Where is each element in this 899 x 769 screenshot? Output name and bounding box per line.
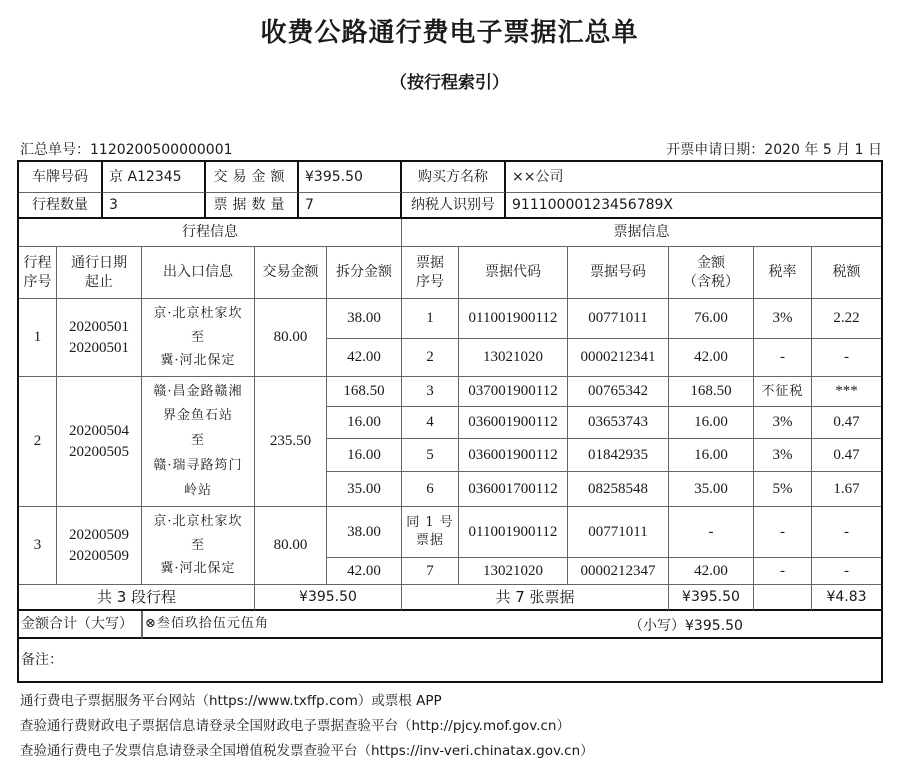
ticket-code: 036001900112 — [459, 407, 568, 439]
ticket-amount: 42.00 — [669, 558, 754, 585]
trade-amount-value: ¥395.50 — [299, 162, 402, 193]
buyer-value: ××公司 — [506, 162, 881, 193]
apply-date-value: 2020 年 5 月 1 日 — [764, 142, 882, 158]
ticket-number: 08258548 — [568, 472, 669, 507]
trip-3-no: 3 — [19, 507, 57, 585]
split-amount: 42.00 — [327, 339, 402, 377]
split-amount: 38.00 — [327, 507, 402, 558]
ticket-tax: 0.47 — [812, 407, 881, 439]
trip-total-label: 共 3 段行程 — [19, 585, 255, 611]
taxpayer-label: 纳税人识别号 — [402, 193, 506, 219]
col-ticket-no: 票据 序号 — [402, 247, 459, 299]
ticket-amount: - — [669, 507, 754, 558]
ticket-code: 13021020 — [459, 339, 568, 377]
ticket-tax-rate: - — [754, 507, 812, 558]
trip-3-trade-amount: 80.00 — [255, 507, 327, 585]
ticket-tax: *** — [812, 377, 881, 407]
ticket-tax: - — [812, 558, 881, 585]
buyer-label: 购买方名称 — [402, 162, 506, 193]
ticket-seq: 4 — [402, 407, 459, 439]
trip-2-entry-exit: 赣·昌金路赣湘 界金鱼石站 至 赣·瑞寻路筠门 岭站 — [142, 377, 255, 507]
ticket-seq: 1 — [402, 299, 459, 339]
ticket-count-value: 7 — [299, 193, 402, 219]
ticket-number: 00771011 — [568, 507, 669, 558]
ticket-tax: - — [812, 339, 881, 377]
remarks — [19, 639, 881, 681]
ticket-number: 01842935 — [568, 439, 669, 472]
ticket-total-tax: ¥4.83 — [812, 585, 881, 611]
ticket-amount: 42.00 — [669, 339, 754, 377]
ticket-tax: - — [812, 507, 881, 558]
trip-total-amount: ¥395.50 — [255, 585, 402, 611]
trip-2-trade-amount: 235.50 — [255, 377, 327, 507]
trip-2-no: 2 — [19, 377, 57, 507]
summary-number-label: 汇总单号： — [20, 142, 90, 158]
col-entry-exit: 出入口信息 — [142, 247, 255, 299]
ticket-amount: 76.00 — [669, 299, 754, 339]
ticket-code: 036001900112 — [459, 439, 568, 472]
col-tax-amount: 税额 — [812, 247, 881, 299]
split-amount: 168.50 — [327, 377, 402, 407]
col-date-range: 通行日期 起止 — [57, 247, 142, 299]
ticket-code: 036001700112 — [459, 472, 568, 507]
col-split-amount: 拆分金额 — [327, 247, 402, 299]
ticket-tax: 2.22 — [812, 299, 881, 339]
summary-number-value: 1120200500000001 — [90, 142, 233, 158]
ticket-code: 037001900112 — [459, 377, 568, 407]
ticket-tax-rate: 3% — [754, 439, 812, 472]
footer-line-1: 通行费电子票据服务平台网站（https://www.txffp.com）或票根 APP — [20, 693, 442, 709]
split-amount: 16.00 — [327, 439, 402, 472]
ticket-amount: 35.00 — [669, 472, 754, 507]
col-trip-no: 行程 序号 — [19, 247, 57, 299]
split-amount: 16.00 — [327, 407, 402, 439]
ticket-code: 13021020 — [459, 558, 568, 585]
split-amount: 35.00 — [327, 472, 402, 507]
trip-3-entry-exit: 京·北京杜家坎 至 冀·河北保定 — [142, 507, 255, 585]
ticket-amount: 168.50 — [669, 377, 754, 407]
footer-line-3: 查验通行费电子发票信息请登录全国增值税发票查验平台（https://inv-veri.chinatax.gov.cn） — [20, 743, 594, 759]
ticket-total-label: 共 7 张票据 — [402, 585, 669, 611]
ticket-seq: 2 — [402, 339, 459, 377]
trip-1-dates: 20200501 20200501 — [57, 299, 142, 377]
ticket-tax: 0.47 — [812, 439, 881, 472]
ticket-seq: 5 — [402, 439, 459, 472]
ticket-tax-rate: - — [754, 558, 812, 585]
ticket-number: 00765342 — [568, 377, 669, 407]
col-tax-rate: 税率 — [754, 247, 812, 299]
taxpayer-value: 91110000123456789X — [506, 193, 881, 219]
ticket-amount: 16.00 — [669, 439, 754, 472]
section-trip-info: 行程信息 — [19, 219, 402, 247]
trade-amount-label: 交易金额 — [206, 162, 299, 193]
sum-lower-value: （小写）¥395.50 — [629, 618, 743, 634]
document-title: 收费公路通行费电子票据汇总单 — [260, 18, 639, 48]
sum-upper-value: ⊗叁佰玖拾伍元伍角 — [142, 611, 881, 639]
ticket-code: 011001900112 — [459, 299, 568, 339]
ticket-amount: 16.00 — [669, 407, 754, 439]
trip-1-no: 1 — [19, 299, 57, 377]
ticket-seq: 同 1 号 票据 — [402, 507, 459, 558]
ticket-tax-rate: 3% — [754, 407, 812, 439]
apply-date-label: 开票申请日期： — [666, 142, 765, 158]
trip-1-entry-exit: 京·北京杜家坎 至 冀·河北保定 — [142, 299, 255, 377]
trip-count-value: 3 — [103, 193, 206, 219]
ticket-tax-rate: 不征税 — [754, 377, 812, 407]
col-ticket-code: 票据代码 — [459, 247, 568, 299]
ticket-tax-rate: - — [754, 339, 812, 377]
footer-line-2: 查验通行费财政电子票据信息请登录全国财政电子票据查验平台（http://pjcy.mof.gov.cn） — [20, 718, 570, 734]
ticket-number: 0000212347 — [568, 558, 669, 585]
plate-label: 车牌号码 — [19, 162, 103, 193]
ticket-total-amount: ¥395.50 — [669, 585, 754, 611]
col-trade-amount: 交易金额 — [255, 247, 327, 299]
ticket-seq: 3 — [402, 377, 459, 407]
ticket-tax: 1.67 — [812, 472, 881, 507]
ticket-seq: 7 — [402, 558, 459, 585]
ticket-total-rate-blank — [754, 585, 812, 611]
trip-2-dates: 20200504 20200505 — [57, 377, 142, 507]
apply-date — [666, 139, 882, 159]
plate-value: 京 A12345 — [103, 162, 206, 193]
sum-upper-label: 金额合计（大写） — [19, 611, 142, 639]
summary-table — [17, 160, 883, 683]
summary-number — [20, 139, 233, 159]
section-ticket-info: 票据信息 — [402, 219, 881, 247]
ticket-tax-rate: 5% — [754, 472, 812, 507]
ticket-number: 03653743 — [568, 407, 669, 439]
col-ticket-number: 票据号码 — [568, 247, 669, 299]
ticket-number: 0000212341 — [568, 339, 669, 377]
split-amount: 38.00 — [327, 299, 402, 339]
ticket-tax-rate: 3% — [754, 299, 812, 339]
trip-1-trade-amount: 80.00 — [255, 299, 327, 377]
split-amount: 42.00 — [327, 558, 402, 585]
ticket-number: 00771011 — [568, 299, 669, 339]
ticket-seq: 6 — [402, 472, 459, 507]
document-subtitle: （按行程索引） — [390, 73, 509, 93]
trip-count-label: 行程数量 — [19, 193, 103, 219]
ticket-code: 011001900112 — [459, 507, 568, 558]
trip-3-dates: 20200509 20200509 — [57, 507, 142, 585]
ticket-count-label: 票据数量 — [206, 193, 299, 219]
col-amount-incl-tax: 金额 （含税） — [669, 247, 754, 299]
remarks-label: 备注： — [21, 651, 63, 668]
